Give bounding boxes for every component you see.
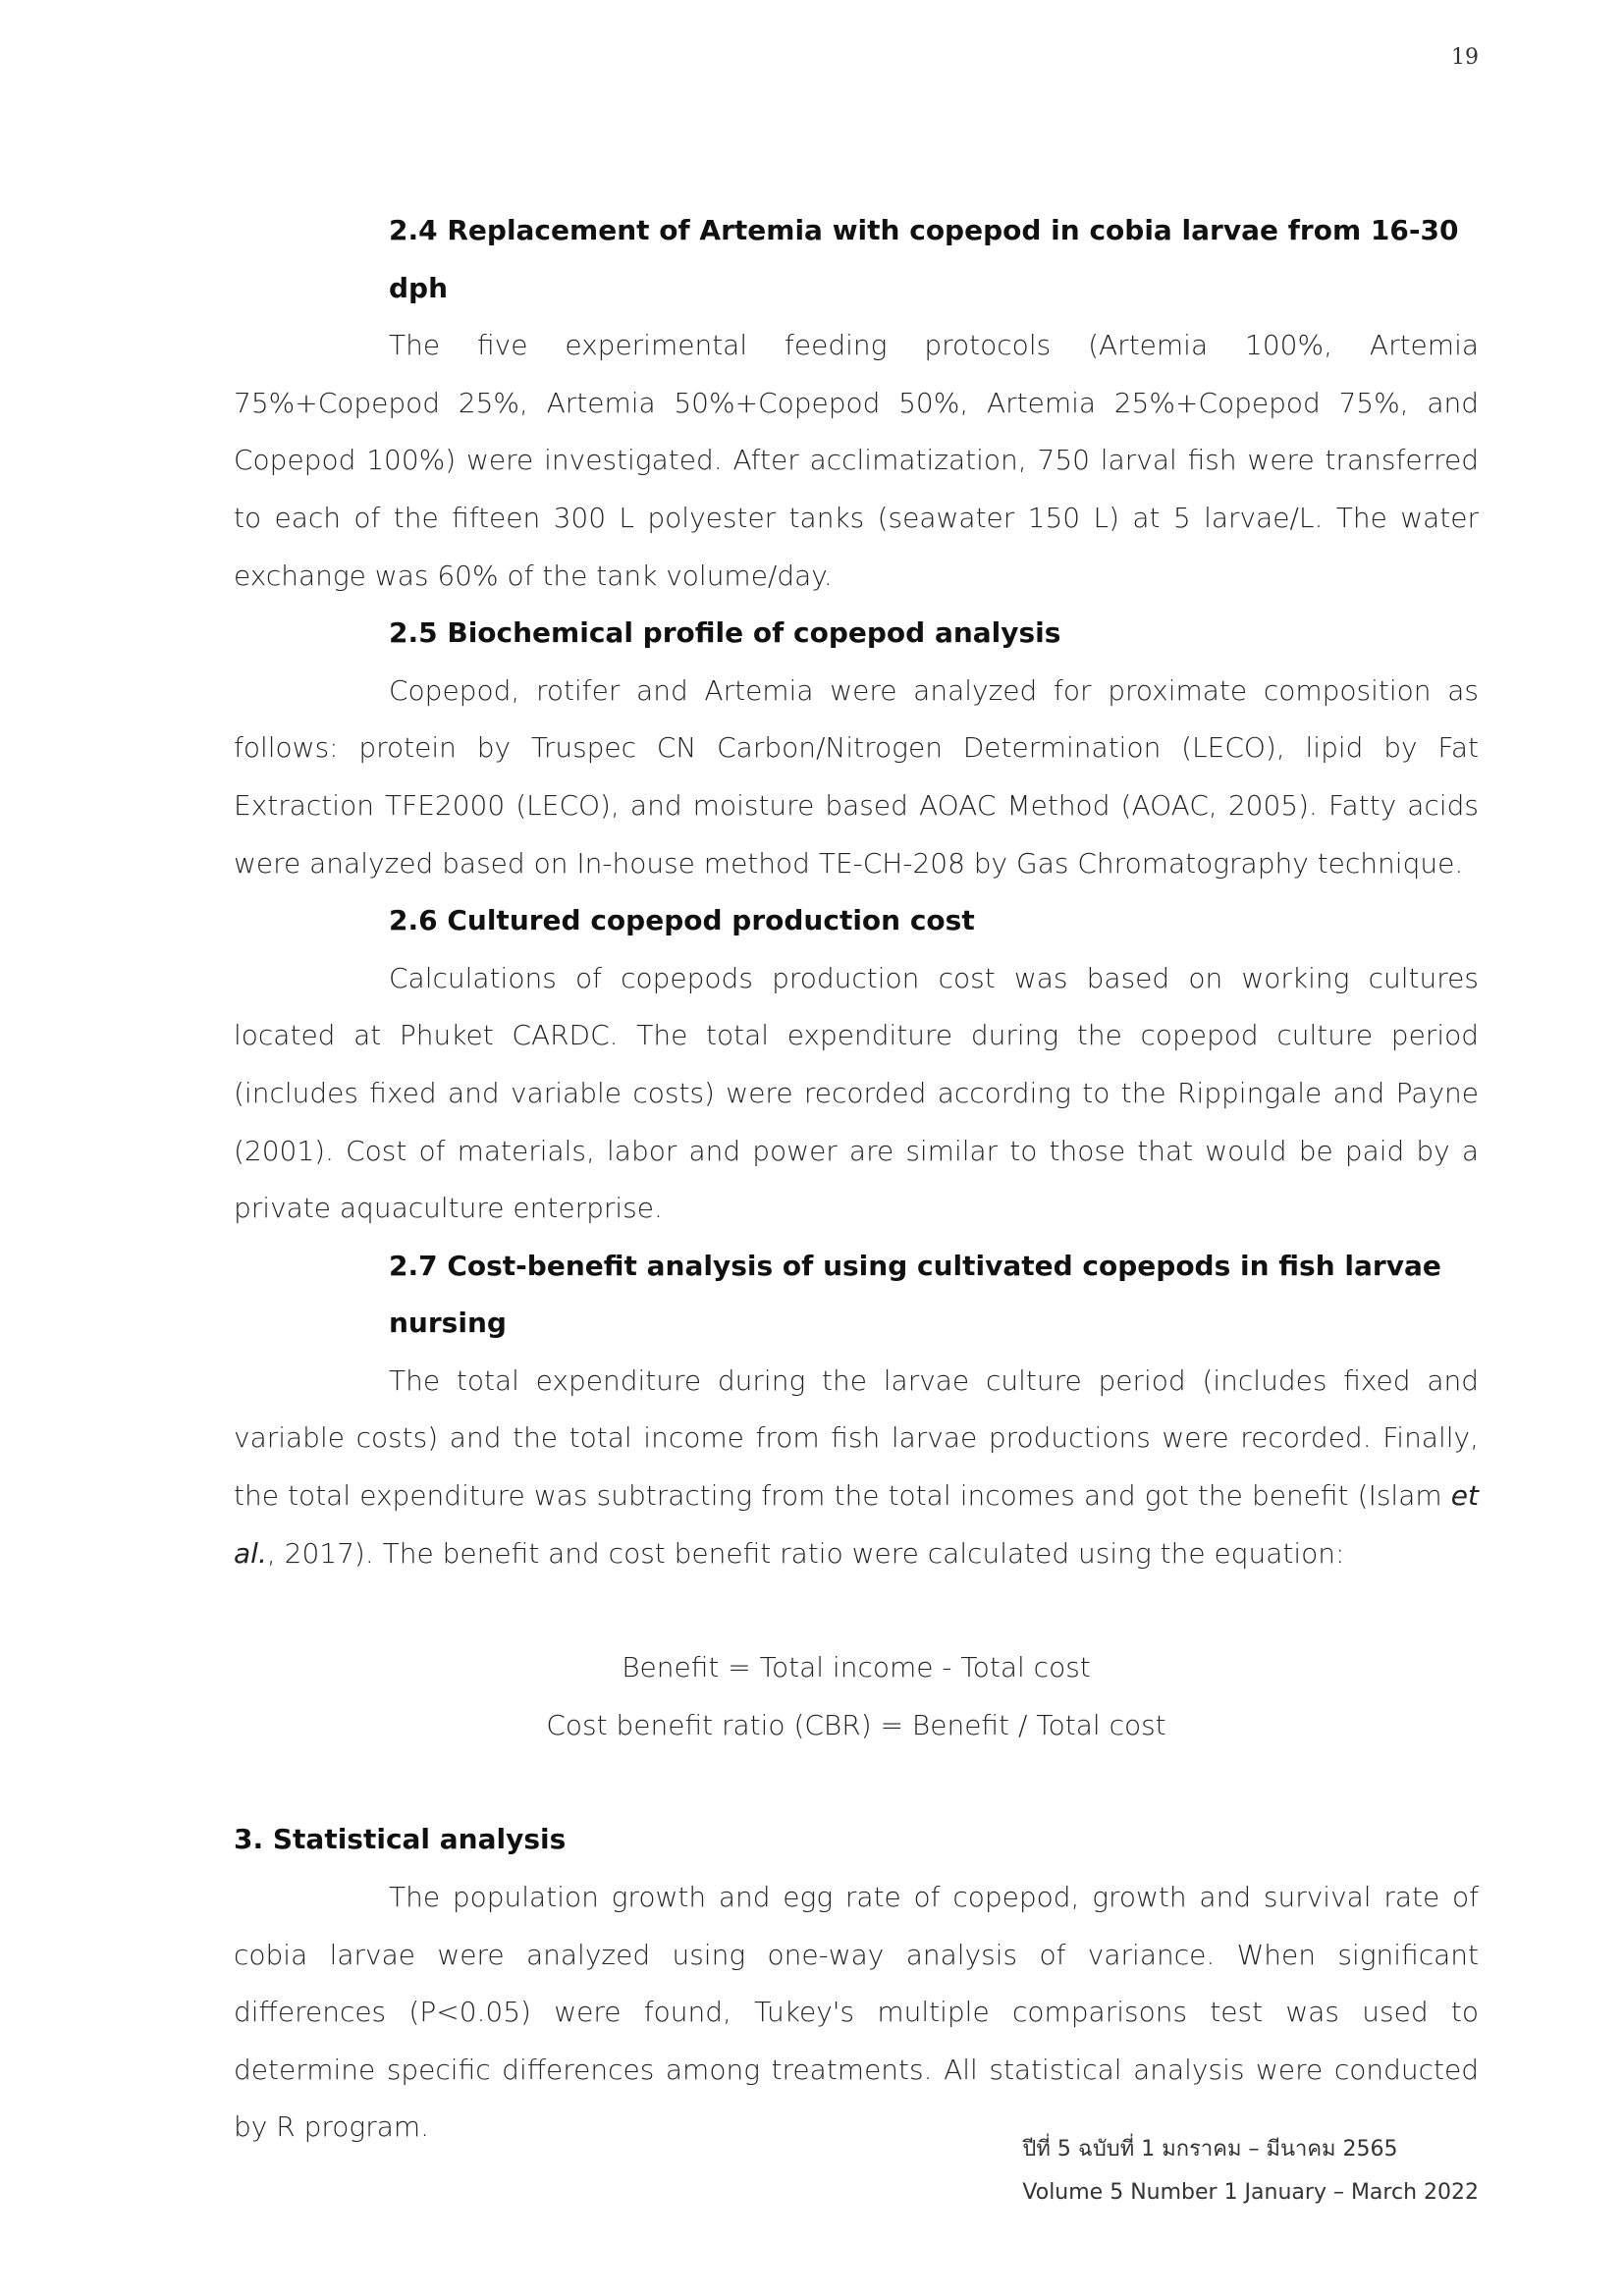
paragraph-2-7-text-b: , 2017). The benefit and cost benefit ratio were calculated using the equation: — [266, 1536, 1345, 1570]
heading-2-6: 2.6 Cultured copepod production cost — [389, 904, 975, 937]
footer-english-issue: Volume 5 Number 1 January – March 2022 — [1022, 2180, 1479, 2205]
citation-et-al: et al. — [234, 1479, 1479, 1570]
footer-thai-issue: ปีที่ 5 ฉบับที่ 1 มกราคม – มีนาคม 2565 — [1022, 2137, 1398, 2162]
paragraph-2-7-text-a: The total expenditure during the larvae culture period (includes fixed and variable costs) and the total income from fish larvae productions were recorded. Finally, the total expenditure was subtracting from the total incomes and got the benefit (Islam — [234, 1363, 1479, 1513]
heading-3: 3. Statistical analysis — [234, 1823, 567, 1856]
article-body — [234, 202, 1479, 2157]
paragraph-2-5: Copepod, rotifer and Artemia were analyzed for proximate composition as follows: protein by Truspec CN Carbon/Nitrogen Determination (LECO), lipid by Fat Extraction TFE2000 (LECO), and moisture based AOAC Method (AOAC, 2005). Fatty acids were analyzed based on In-house method TE-CH-208 by Gas Chromatography technique. — [234, 673, 1479, 880]
heading-2-5: 2.5 Biochemical profile of copepod analysis — [389, 616, 1061, 650]
equation-benefit: Benefit = Total income - Total cost — [622, 1651, 1091, 1684]
paragraph-3: The population growth and egg rate of copepod, growth and survival rate of cobia larvae were analyzed using one-way analysis of variance. When significant differences (P<0.05) were found, Tukey's multiple comparisons test was used to determine specific differences among treatments. All statistical analysis were conducted by R program. — [234, 1881, 1479, 2144]
equations — [234, 1639, 1479, 1754]
page-number: 19 — [1451, 45, 1479, 70]
paragraph-2-6: Calculations of copepods production cost was based on working cultures located at Phuket CARDC. The total expenditure during the copepod culture period (includes fixed and variable costs) were recorded according to the Rippingale and Payne (2001). Cost of materials, labor and power are similar to those that would be paid by a private aquaculture enterprise. — [234, 961, 1479, 1225]
paragraph-2-4: The five experimental feeding protocols (Artemia 100%, Artemia 75%+Copepod 25%, Artemia 50%+Copepod 50%, Artemia 25%+Copepod 75%, and Copepod 100%) were investigated. After acclimatization, 750 larval fish were transferred to each of the fifteen 300 L polyester tanks (seawater 150 L) at 5 larvae/L. The water exchange was 60% of the tank volume/day. — [234, 329, 1479, 592]
paragraph-2-7 — [234, 1353, 1479, 1582]
journal-footer — [1022, 2128, 1479, 2215]
equation-cbr: Cost benefit ratio (CBR) = Benefit / Total cost — [546, 1708, 1166, 1741]
heading-2-7: 2.7 Cost-benefit analysis of using cultivated copepods in fish larvae nursing — [389, 1249, 1441, 1340]
heading-2-4: 2.4 Replacement of Artemia with copepod in cobia larvae from 16-30 dph — [389, 214, 1459, 304]
